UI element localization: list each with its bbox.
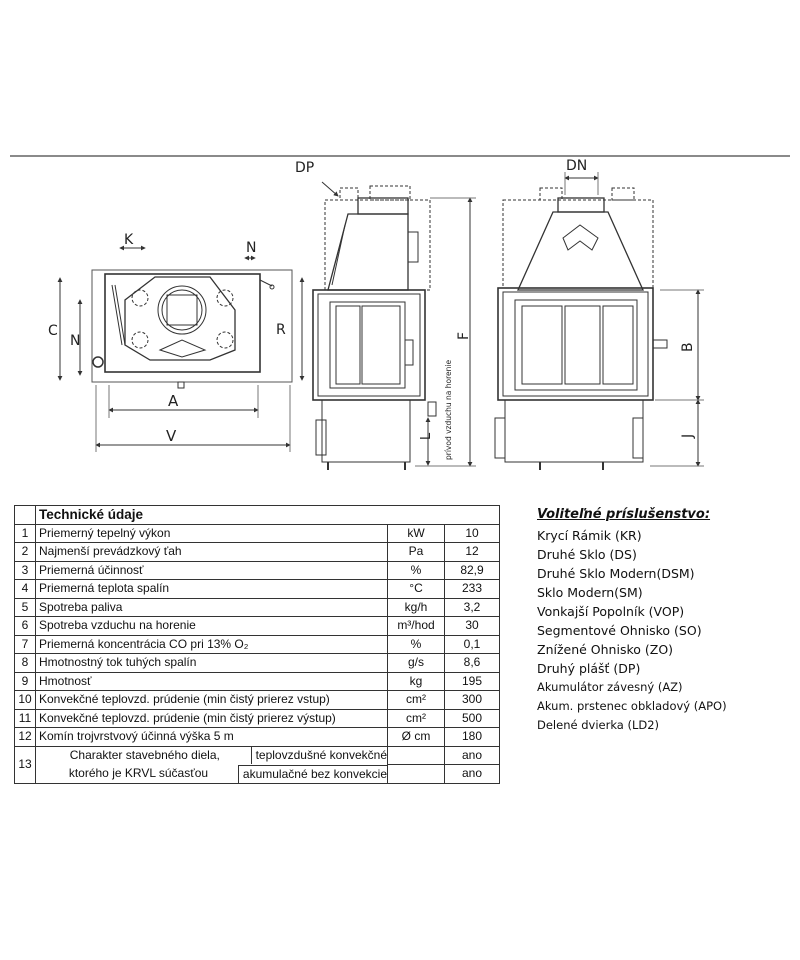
front-view (495, 172, 704, 470)
air-supply-note: prívod vzduchu na horenie (444, 359, 453, 460)
row-number: 11 (15, 709, 36, 728)
row-label: Priemerná účinnosť (36, 561, 388, 580)
table-row (15, 580, 500, 599)
table-row (15, 617, 500, 636)
row-value: 500 (445, 709, 500, 728)
row-label: Priemerná koncentrácia CO pri 13% O₂ (36, 635, 388, 654)
table-row (15, 672, 500, 691)
row-label: Konvekčné teplovzd. prúdenie (min čistý prierez výstup) (36, 709, 388, 728)
table-row-13b (15, 765, 500, 784)
accessory-item: Druhý plášť (DP) (537, 661, 641, 676)
row-value: 0,1 (445, 635, 500, 654)
row-number: 6 (15, 617, 36, 636)
row-value: 82,9 (445, 561, 500, 580)
table-header-row (15, 506, 500, 525)
dim-dp: DP (295, 160, 315, 176)
table-row (15, 691, 500, 710)
row-value: 180 (445, 728, 500, 747)
dim-v: V (166, 427, 177, 445)
table-row (15, 709, 500, 728)
row-label: Konvekčné teplovzd. prúdenie (min čistý prierez vstup) (36, 691, 388, 710)
row13-option1: teplovzdušné konvekčné (251, 747, 387, 764)
row-number: 8 (15, 654, 36, 673)
table-row (15, 635, 500, 654)
row13-label-line2: ktorého je KRVL súčasťou (68, 765, 209, 780)
row-number: 5 (15, 598, 36, 617)
row-number: 10 (15, 691, 36, 710)
row-unit: Pa (388, 543, 445, 562)
row-unit: kW (388, 524, 445, 543)
dim-a: A (168, 392, 179, 410)
row-value: 233 (445, 580, 500, 599)
row-unit: Ø cm (388, 728, 445, 747)
row-number: 1 (15, 524, 36, 543)
row-value: 300 (445, 691, 500, 710)
table-row (15, 598, 500, 617)
row-label: Hmotnosť (36, 672, 388, 691)
row-unit: % (388, 635, 445, 654)
technical-drawing (0, 140, 800, 480)
row-number: 2 (15, 543, 36, 562)
row-number: 4 (15, 580, 36, 599)
accessory-item: Druhé Sklo (DS) (537, 547, 637, 562)
optional-accessories (537, 507, 727, 735)
row-unit: °C (388, 580, 445, 599)
dim-c: C (48, 323, 58, 339)
accessory-item: Znížené Ohnisko (ZO) (537, 642, 674, 657)
technical-data-table (14, 505, 500, 784)
table-row (15, 561, 500, 580)
row13-label-line1: Charakter stavebného diela, (69, 748, 220, 762)
row-value: 195 (445, 672, 500, 691)
row13-option2: akumulačné bez konvekcie (238, 765, 387, 783)
dim-l: L (419, 432, 434, 440)
accessory-item: Delené dvierka (LD2) (537, 718, 660, 732)
row-label: Komín trojvrstvový účinná výška 5 m (36, 728, 388, 747)
row-value: 3,2 (445, 598, 500, 617)
row-value: 10 (445, 524, 500, 543)
top-view (60, 248, 302, 452)
dim-j: J (680, 433, 696, 438)
accessory-item: Segmentové Ohnisko (SO) (537, 623, 702, 638)
accessories-title: Voliteľné príslušenstvo: (537, 507, 711, 522)
table-row (15, 543, 500, 562)
accessory-item: Sklo Modern(SM) (537, 585, 643, 600)
accessory-item: Akumulátor závesný (AZ) (537, 680, 683, 694)
row-unit: cm² (388, 709, 445, 728)
accessory-item: Vonkajší Popolník (VOP) (537, 604, 685, 619)
row-label: Hmotnostný tok tuhých spalín (36, 654, 388, 673)
row-label: Spotreba vzduchu na horenie (36, 617, 388, 636)
row-unit: cm² (388, 691, 445, 710)
table-row (15, 728, 500, 747)
row-unit: m³/hod (388, 617, 445, 636)
row-number: 7 (15, 635, 36, 654)
row13-value1: ano (445, 746, 500, 765)
row-unit: g/s (388, 654, 445, 673)
row-label: Priemerná teplota spalín (36, 580, 388, 599)
row13-value2: ano (445, 765, 500, 784)
dim-n-side: N (70, 333, 81, 349)
row-value: 12 (445, 543, 500, 562)
dim-dn: DN (566, 158, 588, 174)
row-number: 9 (15, 672, 36, 691)
accessory-item: Krycí Rámik (KR) (537, 528, 642, 543)
accessories-list (537, 526, 727, 735)
row-label: Najmenší prevádzkový ťah (36, 543, 388, 562)
table-title: Technické údaje (36, 506, 500, 525)
row-unit: % (388, 561, 445, 580)
dim-n-top: N (246, 240, 257, 256)
dim-f: F (456, 331, 472, 340)
table-row-13a (15, 746, 500, 765)
row-number: 13 (15, 746, 36, 783)
table-row (15, 654, 500, 673)
dim-r: R (276, 322, 286, 338)
accessory-item: Akum. prstenec obkladový (APO) (537, 699, 727, 713)
dim-b: B (680, 342, 696, 352)
row-label: Spotreba paliva (36, 598, 388, 617)
dim-k: K (124, 232, 134, 248)
row-label: Priemerný tepelný výkon (36, 524, 388, 543)
row-value: 30 (445, 617, 500, 636)
row-unit: kg (388, 672, 445, 691)
accessory-item: Druhé Sklo Modern(DSM) (537, 566, 695, 581)
row-value: 8,6 (445, 654, 500, 673)
row-number: 12 (15, 728, 36, 747)
table-row (15, 524, 500, 543)
row-number: 3 (15, 561, 36, 580)
row-unit: kg/h (388, 598, 445, 617)
